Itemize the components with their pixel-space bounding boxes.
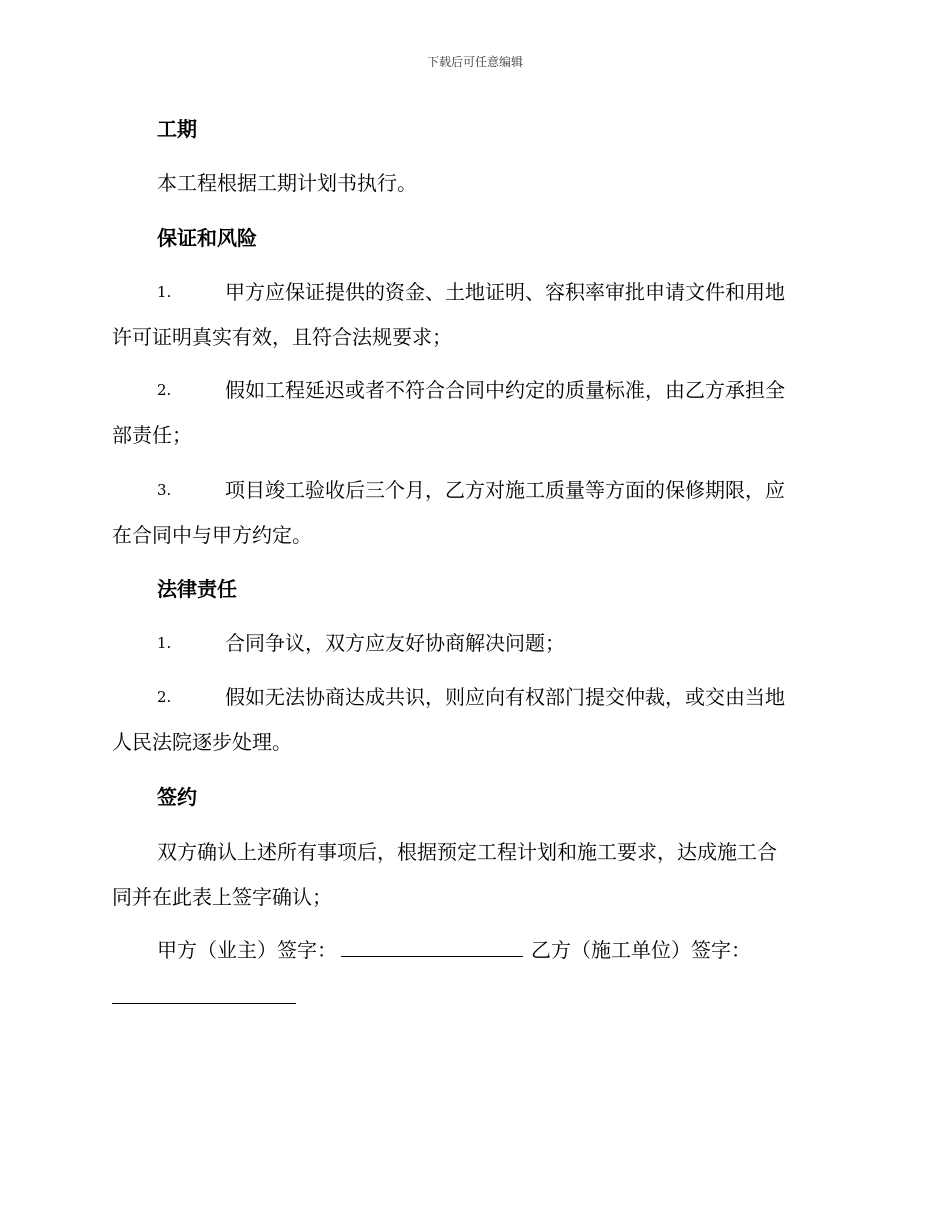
list-item-text-line2: 在合同中与甲方约定。 (112, 523, 312, 547)
guarantee-item-3 (112, 468, 832, 558)
section-heading-schedule: 工期 (157, 117, 197, 141)
list-item-text-line1: 甲方应保证提供的资金、土地证明、容积率审批申请文件和用地 (225, 280, 785, 304)
liability-item-2 (112, 675, 832, 765)
list-item-text-line1: 假如无法协商达成共识，则应向有权部门提交仲裁，或交由当地 (225, 685, 785, 709)
list-item-text-line1: 项目竣工验收后三个月，乙方对施工质量等方面的保修期限，应 (225, 478, 785, 502)
liability-item-1 (112, 621, 832, 666)
schedule-text: 本工程根据工期计划书执行。 (157, 171, 417, 195)
guarantee-item-1 (112, 270, 832, 360)
signature-line (112, 928, 877, 973)
section-heading-signing: 签约 (157, 785, 197, 809)
signing-text (112, 830, 832, 920)
party-b-signature-label: 乙方（施工单位）签字： (531, 938, 751, 962)
list-item-text-line2: 部责任； (112, 423, 192, 447)
signing-text-line2: 同并在此表上签字确认； (112, 885, 332, 909)
header-note: 下载后可任意编辑 (426, 55, 523, 69)
list-number: 2. (157, 688, 172, 706)
party-a-signature-label: 甲方（业主）签字： (157, 938, 337, 962)
signing-text-line1: 双方确认上述所有事项后，根据预定工程计划和施工要求，达成施工合 (157, 840, 777, 864)
section-heading-guarantee: 保证和风险 (157, 226, 257, 250)
party-b-signature-blank[interactable] (112, 1003, 296, 1004)
list-number: 3. (157, 481, 172, 499)
section-heading-liability: 法律责任 (157, 577, 237, 601)
list-number: 2. (157, 381, 172, 399)
list-item-text-line1: 合同争议，双方应友好协商解决问题； (225, 631, 565, 655)
list-number: 1. (157, 283, 172, 301)
party-a-signature-blank[interactable] (341, 932, 523, 957)
list-item-text-line2: 人民法院逐步处理。 (112, 730, 292, 754)
list-number: 1. (157, 634, 172, 652)
guarantee-item-2 (112, 368, 832, 458)
list-item-text-line1: 假如工程延迟或者不符合合同中约定的质量标准，由乙方承担全 (225, 378, 785, 402)
list-item-text-line2: 许可证明真实有效，且符合法规要求； (112, 325, 452, 349)
